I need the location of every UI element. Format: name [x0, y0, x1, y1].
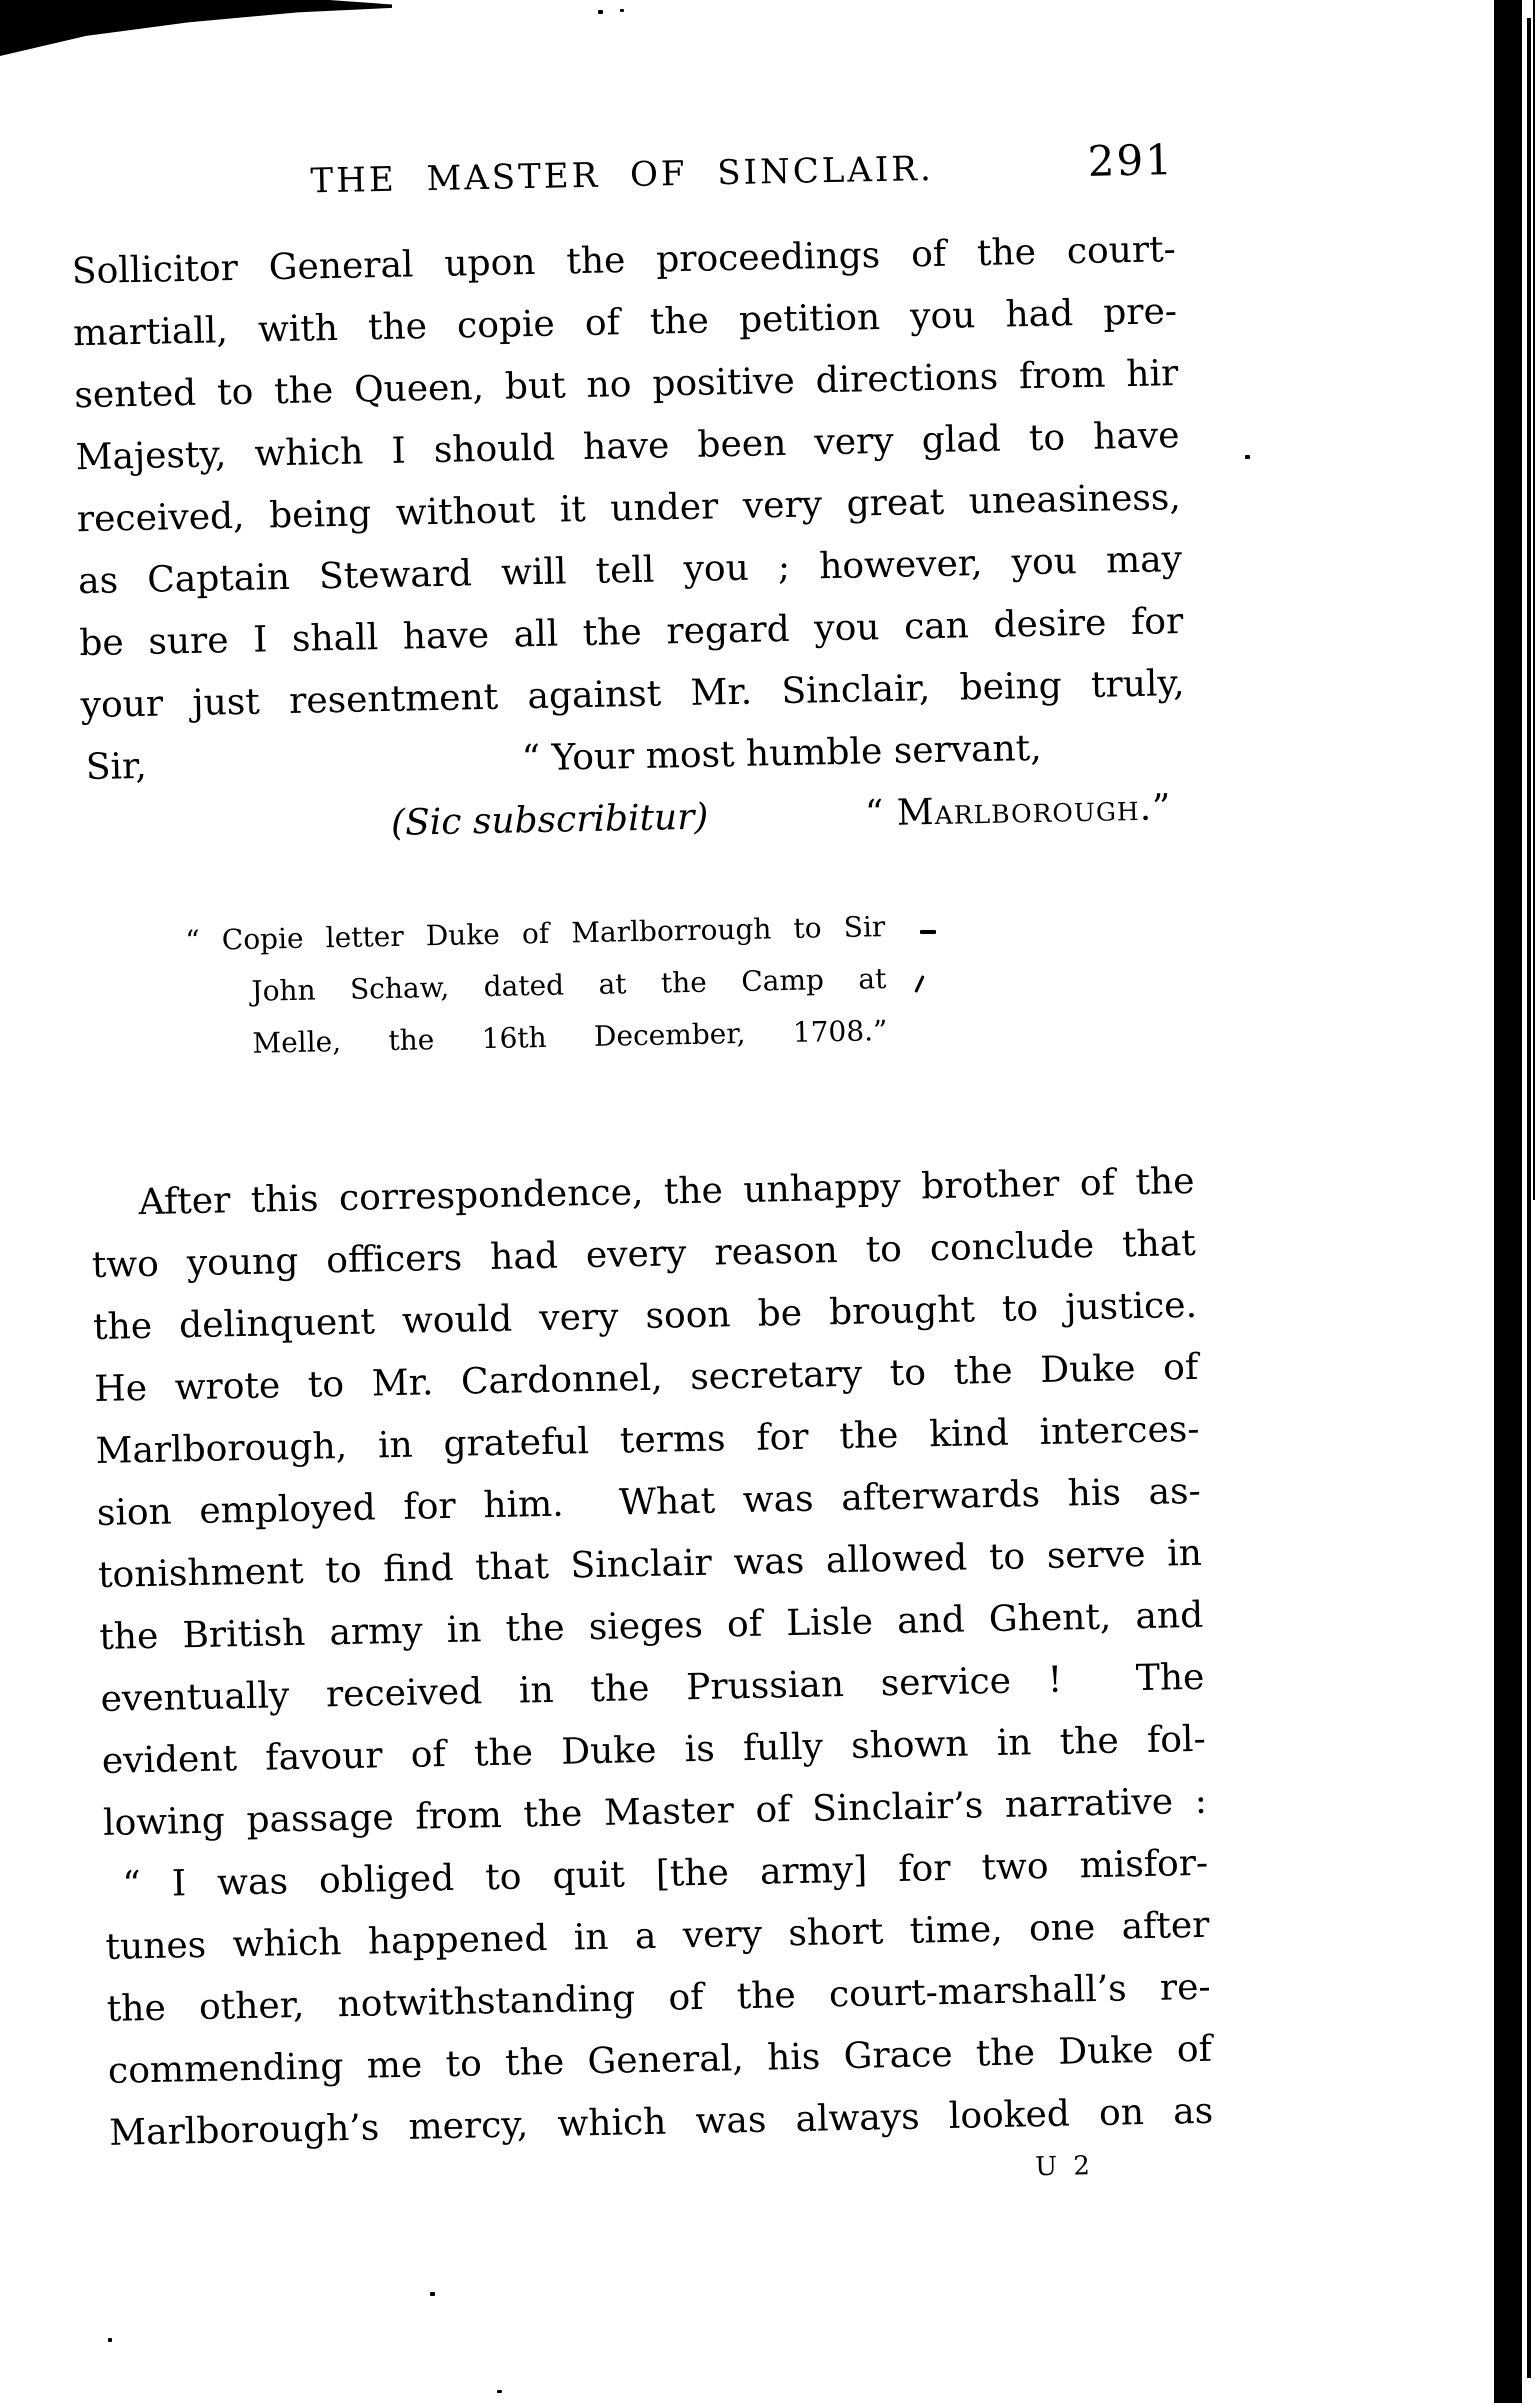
body-line: eventually received in the Prussian service ! The: [100, 1656, 1205, 1720]
signed-name: “ Marlborough.”: [864, 787, 1172, 835]
body-line: tonishment to find that Sinclair was allowed to serve in: [97, 1532, 1203, 1596]
scan-speck: [1245, 455, 1250, 459]
body-line: the British army in the sieges of Lisle and Ghent, and: [98, 1594, 1204, 1658]
citation-line: John Schaw, dated at the Camp at: [251, 962, 887, 1008]
salutation: Sir,: [85, 745, 148, 789]
paragraph-sinclair-quote: [104, 1833, 1214, 2165]
valediction: “ Your most humble servant,: [521, 727, 1043, 780]
scan-artifact-top-left-wedge: [0, 0, 392, 56]
body-line: tunes which happened in a very short time, one after: [105, 1904, 1210, 1968]
body-line: your just resentment against Mr. Sinclair, being truly,: [80, 663, 1185, 727]
scan-speck: [430, 2292, 435, 2296]
body-line: Marlborough’s mercy, which was always looked on as: [108, 2090, 1214, 2154]
body-line: lowing passage from the Master of Sinclair’s narrative :: [102, 1780, 1208, 1844]
citation-line: “ Copie letter Duke of Marlborrough to Sir: [185, 910, 886, 958]
paragraph-narrative: [90, 1151, 1207, 1855]
scan-speck: [108, 2338, 112, 2342]
page-content: [70, 129, 1215, 2209]
body-line: received, being without it under very great uneasiness,: [76, 477, 1182, 541]
scan-artifact-right-thin-line: [1527, 18, 1531, 2378]
body-line: martiall, with the copie of the petition you had pre-: [72, 291, 1178, 355]
body-line: “ I was obliged to quit [the army] for two misfor-: [121, 1842, 1209, 1906]
printer-signature-mark: U 2: [1034, 2151, 1095, 2183]
citation-block: [185, 901, 888, 1071]
body-line: evident favour of the Duke is fully shown in the fol-: [101, 1718, 1207, 1782]
scan-speck: [620, 9, 624, 12]
body-line: the other, notwithstanding of the court-marshall’s re-: [106, 1966, 1212, 2030]
scan-speck: [598, 10, 603, 14]
body-line: sion employed for him. What was afterwards his as-: [96, 1470, 1202, 1534]
scan-speck: [497, 2390, 502, 2393]
body-line: sented to the Queen, but no positive directions from hir: [74, 353, 1179, 417]
body-line: be sure I shall have all the regard you can desire for: [78, 601, 1184, 665]
body-line: the delinquent would very soon be brought to justice.: [92, 1284, 1198, 1349]
page-header: [70, 129, 1175, 231]
body-line: After this correspondence, the unhappy brother of the: [138, 1160, 1195, 1224]
citation-line: Melle, the 16th December, 1708.”: [252, 1014, 888, 1060]
body-line: commending me to the General, his Grace the Duke of: [107, 2028, 1213, 2092]
page-number: 291: [1087, 135, 1175, 186]
paragraph-letter-body: [71, 219, 1185, 737]
body-line: Majesty, which I should have been very glad to have: [75, 415, 1180, 479]
body-line: Sollicitor General upon the proceedings of the court-: [71, 229, 1177, 293]
body-line: two young officers had every reason to conclude that: [91, 1222, 1197, 1287]
body-line: He wrote to Mr. Cardonnel, secretary to the Duke of: [93, 1346, 1199, 1411]
running-title: THE MASTER OF SINCLAIR.: [310, 148, 935, 202]
body-line: as Captain Steward will tell you ; however, you may: [77, 539, 1183, 603]
body-line: Marlborough, in grateful terms for the kind interces-: [95, 1408, 1200, 1472]
scan-artifact-right-band: [1494, 0, 1522, 2403]
sic-subscribitur: (Sic subscribitur): [390, 796, 709, 844]
